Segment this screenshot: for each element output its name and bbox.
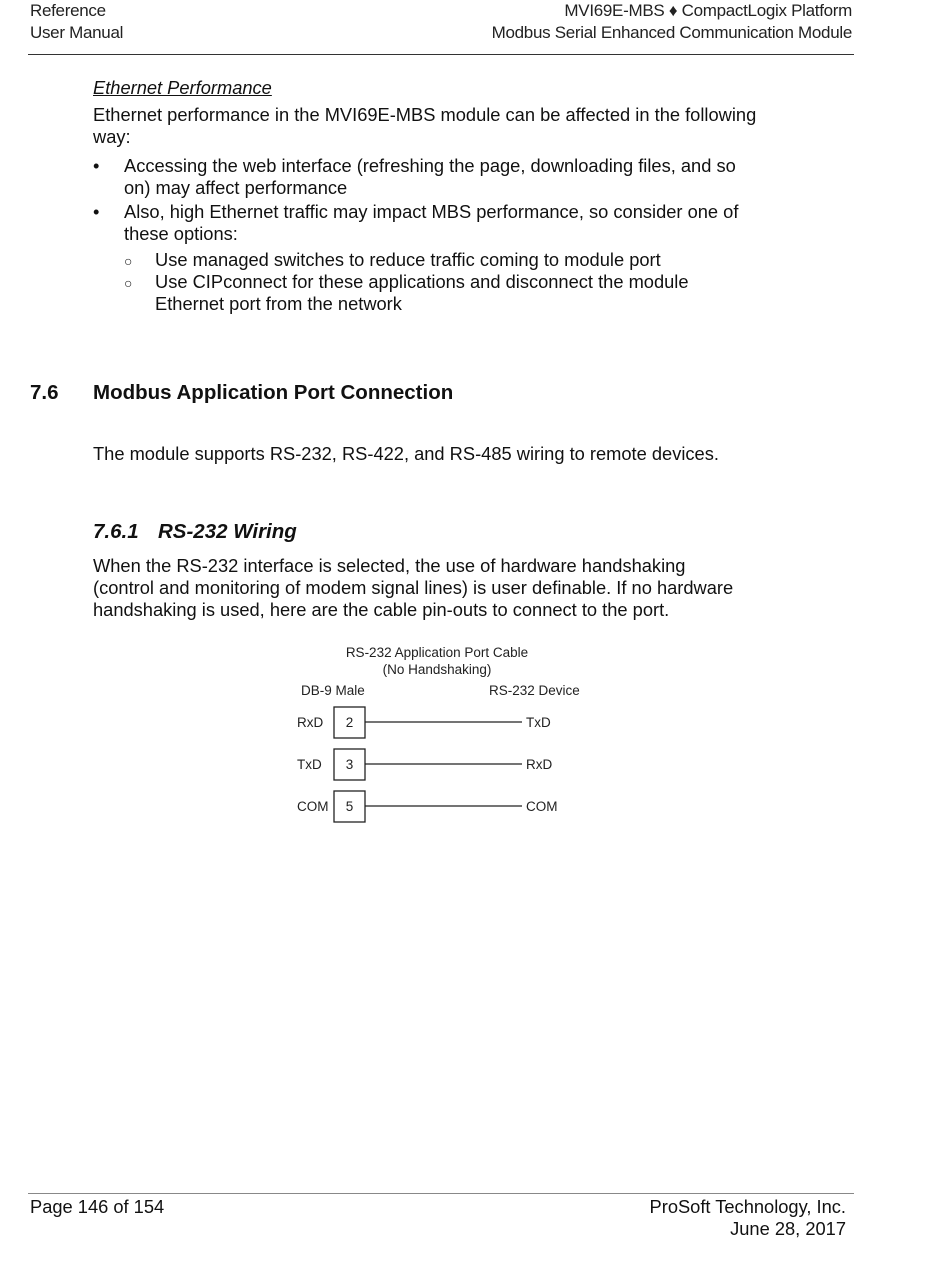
row-right-signal: TxD — [526, 715, 551, 730]
pin-number: 2 — [345, 715, 354, 730]
wiring-row — [297, 791, 558, 822]
page-number: Page 146 of 154 — [30, 1196, 165, 1217]
bullet-dot-icon: • — [93, 201, 100, 222]
header-module: Modbus Serial Enhanced Communication Module — [491, 23, 852, 42]
diagram-title-line2: (No Handshaking) — [382, 662, 492, 677]
bullet2-line2: these options: — [124, 223, 238, 244]
pin-number: 3 — [345, 757, 354, 772]
footer-date: June 28, 2017 — [730, 1218, 846, 1239]
sub-bullet1-text: Use managed switches to reduce traffic coming to module port — [155, 249, 661, 270]
section-7-6-1-title: RS-232 Wiring — [158, 520, 297, 543]
row-right-signal: RxD — [526, 757, 553, 772]
row-left-signal: RxD — [297, 715, 324, 730]
sub-bullet-circle-icon: ○ — [124, 253, 133, 269]
diagram-right-header: RS-232 Device — [489, 683, 580, 698]
wiring-row — [297, 749, 552, 780]
section-7-6-1-number: 7.6.1 — [93, 520, 139, 543]
section-7-6-number: 7.6 — [30, 381, 59, 404]
footer-company: ProSoft Technology, Inc. — [649, 1196, 846, 1217]
header-product: MVI69E-MBS ♦ CompactLogix Platform — [564, 1, 852, 20]
body-line1: When the RS-232 interface is selected, the use of hardware handshaking — [93, 555, 686, 576]
sub-bullet-circle-icon: ○ — [124, 275, 133, 291]
row-right-signal: COM — [526, 799, 558, 814]
sub-bullet2-line2: Ethernet port from the network — [155, 293, 402, 314]
section-7-6-body: The module supports RS-232, RS-422, and RS-485 wiring to remote devices. — [93, 443, 719, 464]
row-left-signal: TxD — [297, 757, 322, 772]
section-7-6-title: Modbus Application Port Connection — [93, 381, 454, 404]
bullet2-line1: Also, high Ethernet traffic may impact MBS performance, so consider one of — [124, 201, 739, 222]
diagram-title-line1: RS-232 Application Port Cable — [345, 645, 529, 660]
ethernet-intro: Ethernet performance in the MVI69E-MBS module can be affected in the following way: — [93, 104, 757, 147]
pin-number: 5 — [345, 799, 354, 814]
bullet1-line1: Accessing the web interface (refreshing the page, downloading files, and so — [124, 155, 736, 176]
diagram-left-header: DB-9 Male — [301, 683, 365, 698]
ethernet-performance-heading: Ethernet Performance — [93, 77, 272, 98]
body-line2: (control and monitoring of modem signal lines) is user definable. If no hardware — [93, 577, 734, 598]
bullet-dot-icon: • — [93, 155, 100, 176]
bullet1-line2: on) may affect performance — [124, 177, 348, 198]
body-line3: handshaking is used, here are the cable pin-outs to connect to the port. — [93, 599, 670, 620]
footer-right — [650, 1196, 846, 1240]
row-left-signal: COM — [297, 799, 329, 814]
header-reference: Reference — [30, 1, 106, 20]
header-user-manual: User Manual — [30, 23, 124, 42]
wiring-row — [297, 707, 551, 738]
footer-rule — [28, 1193, 854, 1194]
sub-bullet2-line1: Use CIPconnect for these applications and disconnect the module — [155, 271, 689, 292]
